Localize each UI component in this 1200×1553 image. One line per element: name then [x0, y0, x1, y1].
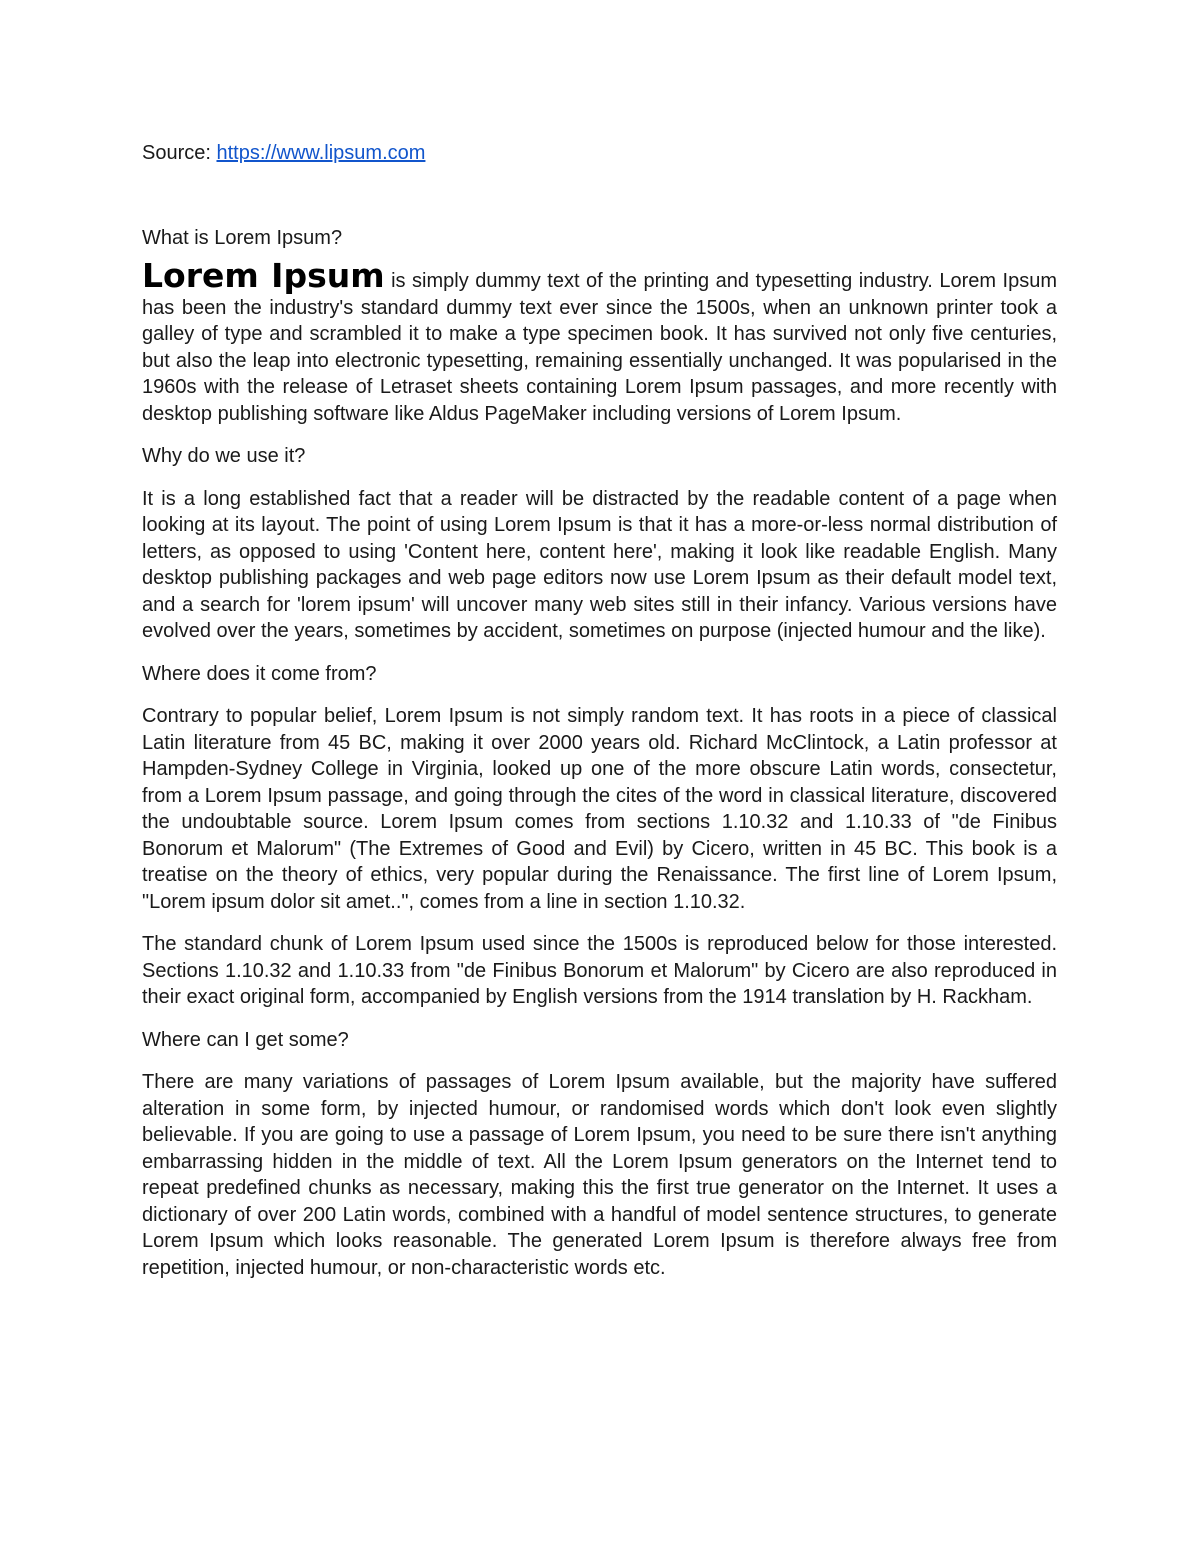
paragraph-where-get-some: There are many variations of passages of Lorem Ipsum available, but the majority have suffered alteration in some form, by injected humour, or randomised words which don't look even slightly believable. If you are going to use a passage of Lorem Ipsum, you need to be sure there isn't anything embarrassing hidden in the middle of text. All the Lorem Ipsum generators on the Internet tend to repeat predefined chunks as necessary, making this the first true generator on the Internet. It uses a dictionary of over 200 Latin words, combined with a handful of model sentence structures, to generate Lorem Ipsum which looks reasonable. The generated Lorem Ipsum is therefore always free from repetition, injected humour, or non-characteristic words etc.	[142, 1071, 1057, 1279]
lorem-ipsum-term: Lorem Ipsum	[142, 256, 385, 295]
heading-what-is-lorem-ipsum: What is Lorem Ipsum?	[142, 226, 343, 249]
what-body-text: is simply dummy text of the printing and typesetting industry. Lorem Ipsum has been the industry's standard dummy text ever since the 1500s, when an unknown printer took a galley of type and scrambled it to make a type specimen book. It has survived not only five centuries, but also the leap into electronic typesetting, remaining essentially unchanged. It was popularised in the 1960s with the release of Letraset sheets containing Lorem Ipsum passages, and more recently with desktop publishing software like Aldus PageMaker including versions of Lorem Ipsum.	[142, 270, 1058, 425]
source-link[interactable]: https://www.lipsum.com	[216, 142, 426, 164]
document-page	[142, 140, 1057, 1281]
heading-why-use-it: Why do we use it?	[142, 445, 306, 467]
paragraph-what-is-lorem-ipsum	[142, 256, 1058, 427]
source-line	[142, 140, 1057, 167]
heading-where-from: Where does it come from?	[142, 662, 377, 685]
paragraph-where-from: Contrary to popular belief, Lorem Ipsum is not simply random text. It has roots in a piece of classical Latin literature from 45 BC, making it over 2000 years old. Richard McClintock, a Latin professor at Hampden-Sydney College in Virginia, looked up one of the more obscure Latin words, consectetur, from a Lorem Ipsum passage, and going through the cites of the word in classical literature, discovered the undoubtable source. Lorem Ipsum comes from sections 1.10.32 and 1.10.33 of "de Finibus Bonorum et Malorum" (The Extremes of Good and Evil) by Cicero, written in 45 BC. This book is a treatise on the theory of ethics, very popular during the Renaissance. The first line of Lorem Ipsum, "Lorem ipsum dolor sit amet..", comes from a line in section 1.10.32.	[142, 705, 1057, 913]
paragraph-standard-chunk: The standard chunk of Lorem Ipsum used since the 1500s is reproduced below for those interested. Sections 1.10.32 and 1.10.33 from "de Finibus Bonorum et Malorum" by Cicero are also reproduced in their exact original form, accompanied by English versions from the 1914 translation by H. Rackham.	[142, 933, 1057, 1008]
paragraph-why-use-it: It is a long established fact that a reader will be distracted by the readable content of a page when looking at its layout. The point of using Lorem Ipsum is that it has a more-or-less normal distribution of letters, as opposed to using 'Content here, content here', making it look like readable English. Many desktop publishing packages and web page editors now use Lorem Ipsum as their default model text, and a search for 'lorem ipsum' will uncover many web sites still in their infancy. Various versions have evolved over the years, sometimes by accident, sometimes on purpose (injected humour and the like).	[142, 487, 1057, 642]
heading-where-get-some: Where can I get some?	[142, 1028, 349, 1051]
source-label: Source:	[142, 142, 217, 164]
